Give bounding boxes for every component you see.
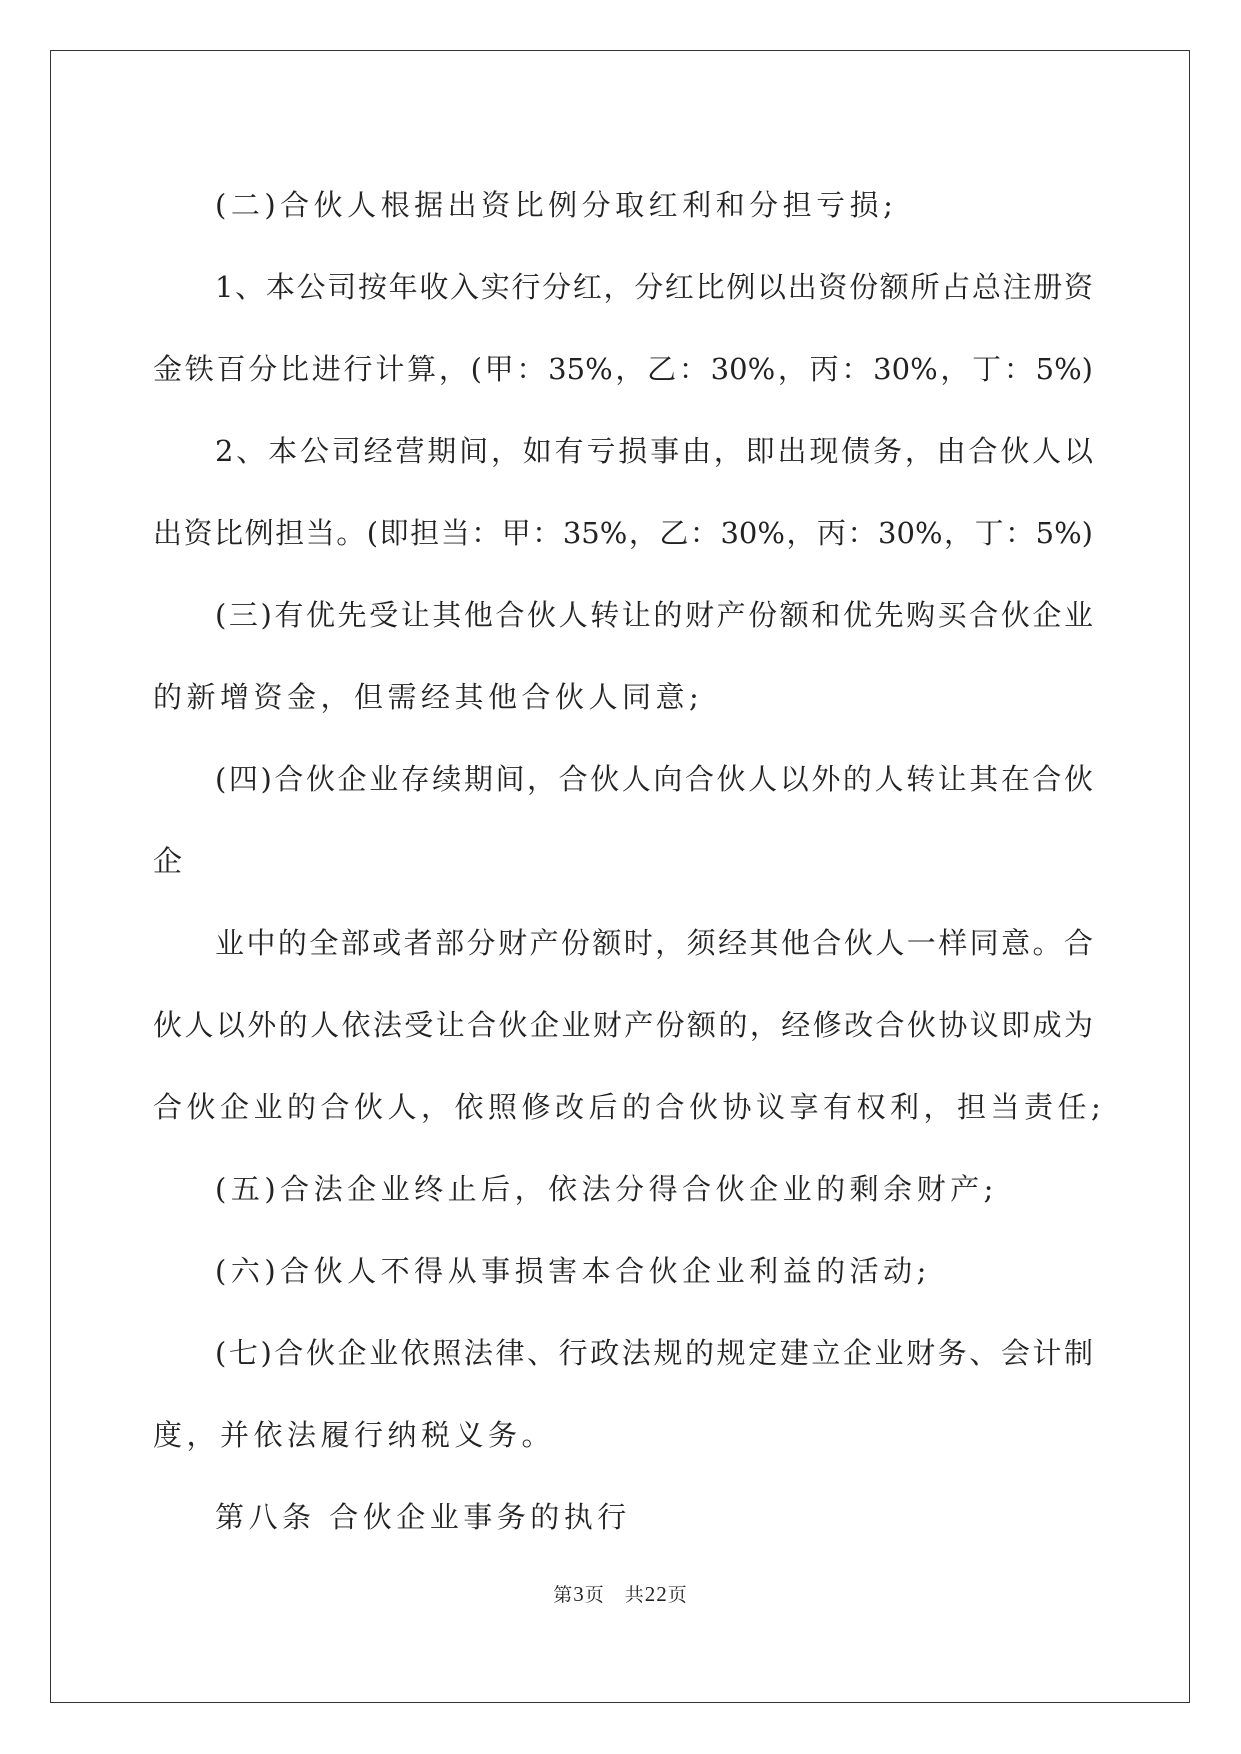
footer-prefix: 第 <box>553 1584 574 1606</box>
paragraph-line: 的新增资金，但需经其他合伙人同意; <box>153 680 704 714</box>
paragraph-line: 伙人以外的人依法受让合伙企业财产份额的，经修改合伙协议即成为 <box>153 1008 1093 1042</box>
paragraph-line: 度，并依法履行纳税义务。 <box>153 1418 556 1452</box>
footer-page-number: 3 <box>573 1582 585 1606</box>
paragraph-line: (六)合伙人不得从事损害本合伙企业利益的活动; <box>215 1254 931 1288</box>
paragraph-line: (二)合伙人根据出资比例分取红利和分担亏损; <box>215 188 898 222</box>
paragraph-line: 1、本公司按年收入实行分红，分红比例以出资份额所占总注册资 <box>215 270 1093 304</box>
footer-total-pages: 22 <box>644 1582 668 1606</box>
paragraph-line: 合伙企业的合伙人，依照修改后的合伙协议享有权利，担当责任; <box>153 1090 1106 1124</box>
footer-mid: 页 共 <box>584 1584 645 1606</box>
paragraph-line: 出资比例担当。(即担当：甲：35%，乙：30%，丙：30%，丁：5%) <box>153 516 1093 550</box>
footer-suffix: 页 <box>667 1584 688 1606</box>
document-body <box>153 164 1106 1558</box>
paragraph-line: (三)有优先受让其他合伙人转让的财产份额和优先购买合伙企业 <box>215 598 1093 632</box>
paragraph-line: (七)合伙企业依照法律、行政法规的规定建立企业财务、会计制 <box>215 1336 1093 1370</box>
paragraph-line: 2、本公司经营期间，如有亏损事由，即出现债务，由合伙人以 <box>215 434 1093 468</box>
paragraph-line: 金铁百分比进行计算，(甲：35%，乙：30%，丙：30%，丁：5%) <box>153 352 1093 386</box>
paragraph-line: (四)合伙企业存续期间，合伙人向合伙人以外的人转让其在合伙 <box>215 762 1093 796</box>
paragraph-line: 企 <box>153 844 187 878</box>
page-footer <box>0 1580 1241 1607</box>
paragraph-line: (五)合法企业终止后，依法分得合伙企业的剩余财产; <box>215 1172 998 1206</box>
paragraph-line: 业中的全部或者部分财产份额时，须经其他合伙人一样同意。合 <box>215 926 1093 960</box>
section-heading: 第八条 合伙企业事务的执行 <box>215 1500 631 1534</box>
